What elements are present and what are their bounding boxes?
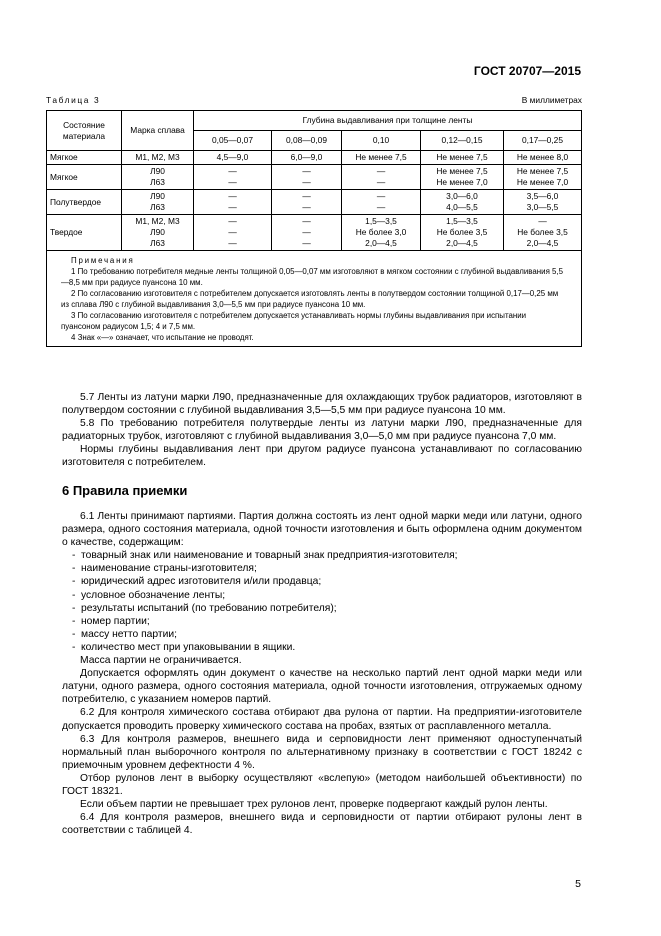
value-cell [342,165,421,190]
value-cell [272,151,342,165]
section-5-continued [62,391,582,470]
value-cell [504,165,582,190]
alloy-line: Л63 [150,238,165,248]
value-line: 4,5—9,0 [216,152,249,162]
header-depth-group: Глубина выдавливания при толщине ленты [194,111,582,131]
value-line: Не более 3,0 [355,227,407,237]
table-row [47,151,582,165]
list-item: - товарный знак или наименование и товарный знак предприятия-изготовителя; [62,549,582,562]
value-line: 3,0—6,0 [446,191,478,201]
list-item: - номер партии; [62,615,582,628]
alloy-cell [122,190,194,215]
state-cell: Твердое [47,215,122,251]
value-line: — [302,166,311,176]
value-cell [342,215,421,251]
value-line: 1,5—3,5 [446,216,478,226]
value-line: — [228,227,237,237]
section-6-title: 6 Правила приемки [62,483,188,498]
table-units: В миллиметрах [521,95,582,105]
list-item: - наименование страны-изготовителя; [62,562,582,575]
value-cell [504,190,582,215]
value-cell [504,151,582,165]
paragraph-6-2: 6.2 Для контроля химического состава отбирают два рулона от партии. На предприятии-изготовителе допускается проводить проверку химического состава на пробах, взятых от расплавленного металла. [62,707,582,732]
paragraph-sampling: Отбор рулонов лент в выборку осуществляют «вслепую» (методом наибольшей объективности) по ГОСТ 18321. [62,772,582,797]
table-row [47,165,582,190]
value-line: 2,0—4,5 [526,238,559,248]
paragraph-6-4: 6.4 Для контроля размеров, внешнего вида и серповидности от партии отбирают рулоны лент в соответствии с таблицей 4. [62,812,582,837]
value-cell [194,190,272,215]
header-state: Состояние материала [47,111,122,151]
table-header-row [47,111,582,131]
value-line: — [376,166,386,176]
list-item: - условное обозначение ленты; [62,589,582,602]
header-thickness: 0,10 [342,131,421,151]
state-cell: Полутвердое [47,190,122,215]
table-row [47,215,582,251]
value-line: — [376,191,386,201]
table-notes [47,251,582,347]
note-item: 2 По согласованию изготовителя с потребителем допускается изготовлять ленты в полутвердом состоянии толщиной 0,17—0,25 мм из сплава Л90 с глубиной выдавливания 3,0—5,5 мм при радиусе пуансона 10 мм. [61,289,559,309]
value-cell [194,151,272,165]
alloy-line: М1, М2, М3 [135,216,180,226]
value-line: — [302,202,311,212]
value-line: 3,0—5,5 [526,202,559,212]
alloy-cell [122,151,194,165]
header-thickness: 0,17—0,25 [504,131,582,151]
value-line: Не менее 7,5 [355,152,407,162]
list-item: - массу нетто партии; [62,628,582,641]
table-3 [46,110,582,347]
value-line: 2,0—4,5 [365,238,397,248]
note-item: 3 По согласованию изготовителя с потребителем допускается устанавливать нормы глубины выдавливания при испытании пуансоном радиусом 1,5; 4 и 7,5 мм. [61,311,527,331]
table-row [47,190,582,215]
note-item: 1 По требованию потребителя медные ленты толщиной 0,05—0,07 мм изготовляют в мягком состоянии с глубиной выдавливания 5,5—8,5 мм при радиусе пуансона 10 мм. [61,267,564,287]
notes-title: Примечания [71,256,135,265]
list-item: - результаты испытаний (по требованию потребителя); [62,602,582,615]
value-line: Не менее 7,5 [516,166,569,176]
section-6-body [62,510,582,837]
value-line: Не более 3,5 [517,227,568,237]
value-line: Не менее 8,0 [516,152,569,162]
header-thickness: 0,05—0,07 [194,131,272,151]
value-line: — [228,216,237,226]
value-line: — [302,238,311,248]
value-cell [194,165,272,190]
paragraph-6-1: 6.1 Ленты принимают партиями. Партия должна состоять из лент одной марки меди или латуни, одного размера, одного состояния материала, одной точности изготовления и быть оформлена одним документом о качестве, содержащим: [62,511,582,549]
state-cell: Мягкое [47,151,122,165]
header-alloy: Марка сплава [122,111,194,151]
header-thickness: 0,08—0,09 [272,131,342,151]
value-line: — [302,177,311,187]
page-number: 5 [575,878,581,890]
value-cell [272,190,342,215]
value-line: 3,5—6,0 [526,191,559,201]
value-line: 6,0—9,0 [290,152,323,162]
value-line: Не менее 7,5 [436,166,488,176]
value-line: — [538,216,547,226]
alloy-cell [122,215,194,251]
value-line: — [302,191,311,201]
note-item: 4 Знак «—» означает, что испытание не проводят. [71,333,254,342]
document-contents-list [62,549,582,654]
value-line: — [228,191,237,201]
paragraph-small-lot: Если объем партии не превышает трех рулонов лент, проверке подвергают каждый рулон ленты. [80,799,548,811]
value-line: — [228,238,237,248]
value-line: — [376,202,386,212]
list-item: - юридический адрес изготовителя и/или продавца; [62,575,582,588]
alloy-cell [122,165,194,190]
value-cell [194,215,272,251]
paragraph-6-3: 6.3 Для контроля размеров, внешнего вида и серповидности лент применяют одноступенчатый нормальный план выборочного контроля по альтернативному признаку в соответствии с ГОСТ 18242 с приемочным уровнем дефектности 4 %. [62,733,582,771]
alloy-line: Л63 [150,177,165,187]
notes-row [47,251,582,347]
header-thickness: 0,12—0,15 [421,131,504,151]
value-line: Не менее 7,5 [436,152,488,162]
value-line: — [228,166,237,176]
document-number: ГОСТ 20707—2015 [473,64,581,78]
alloy-line: Л63 [150,202,165,212]
value-cell [342,190,421,215]
value-line: 2,0—4,5 [446,238,478,248]
value-cell [272,215,342,251]
alloy-line: М1, М2, М3 [135,152,180,162]
value-cell [421,190,504,215]
value-line: 4,0—5,5 [446,202,478,212]
paragraph-5-7: 5.7 Ленты из латуни марки Л90, предназначенные для охлаждающих трубок радиаторов, изготовляют в полутвердом состоянии с глубиной выдавливания 3,5—5,5 мм при радиусе пуансона 10 мм. [62,392,582,417]
paragraph-5-8: 5.8 По требованию потребителя полутвердые ленты из латуни марки Л90, предназначенные для радиаторных трубок, изготовляют с глубиной выдавливания 3,0—5,0 мм при радиусе пуансона 7,0 мм. [62,418,582,443]
value-cell [504,215,582,251]
list-item: - количество мест при упаковывании в ящики. [62,641,582,654]
value-line: — [376,177,386,187]
value-line: Не менее 7,0 [516,177,569,187]
value-line: — [228,202,237,212]
value-cell [421,215,504,251]
table-caption: Таблица 3 [46,95,101,105]
value-cell [421,165,504,190]
paragraph-lot-mass: Масса партии не ограничивается. [80,655,242,667]
state-cell: Мягкое [47,165,122,190]
value-line: Не менее 7,0 [436,177,488,187]
value-line: — [302,227,311,237]
value-line: Не более 3,5 [436,227,488,237]
paragraph-multi-lot: Допускается оформлять один документ о качестве на несколько партий лент одной марки меди или латуни, одного размера, одного состояния материала, одной точности изготовления, отгружаемых одному потребителю, с указанием номеров партий. [62,668,582,706]
alloy-line: Л90 [150,166,165,176]
value-cell [272,165,342,190]
value-line: — [228,177,237,187]
alloy-line: Л90 [150,227,165,237]
value-line: 1,5—3,5 [365,216,397,226]
value-cell [421,151,504,165]
value-cell [342,151,421,165]
value-line: — [302,216,311,226]
paragraph-other-radius: Нормы глубины выдавливания лент при другом радиусе пуансона устанавливают по согласованию изготовителя с потребителем. [62,444,582,469]
alloy-line: Л90 [150,191,165,201]
